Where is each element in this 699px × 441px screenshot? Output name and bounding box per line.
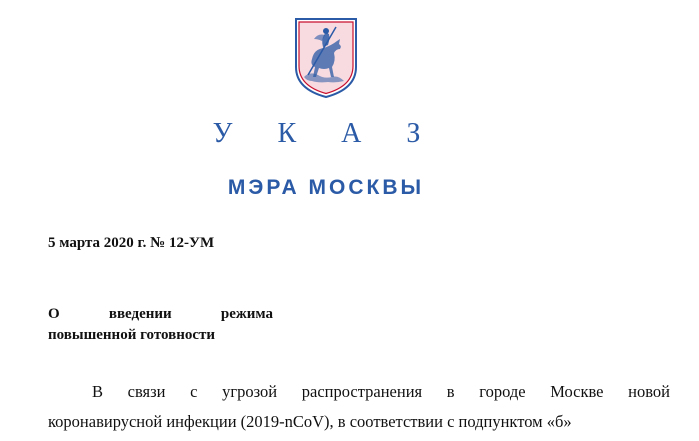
decree-body-line-1 xyxy=(48,377,670,407)
body-word: в xyxy=(446,382,455,401)
decree-title: У К А З xyxy=(212,118,440,149)
body-word: с xyxy=(190,382,198,401)
subject-word: введении xyxy=(108,306,172,322)
decree-body-line-2: коронавирусной инфекции (2019-nCoV), в соответствии с подпунктом «б» xyxy=(48,412,572,431)
decree-subject-line-1 xyxy=(48,304,273,325)
decree-date-number: 5 марта 2020 г. № 12-УМ xyxy=(48,235,215,251)
decree-subject xyxy=(48,304,273,346)
decree-subtitle: МЭРА МОСКВЫ xyxy=(227,176,425,199)
body-word: городе xyxy=(479,382,526,401)
decree-subject-line-2: повышенной готовности xyxy=(48,327,216,343)
body-word: новой xyxy=(628,382,670,401)
subject-word: режима xyxy=(220,306,273,322)
decree-body xyxy=(48,377,670,437)
body-word: связи xyxy=(127,382,166,401)
moscow-coat-of-arms-icon xyxy=(292,15,360,100)
subject-word: О xyxy=(48,306,60,322)
body-word: угрозой xyxy=(222,382,278,401)
body-word: В xyxy=(92,382,104,401)
body-word: распространения xyxy=(301,382,423,401)
body-word: Москве xyxy=(550,382,604,401)
